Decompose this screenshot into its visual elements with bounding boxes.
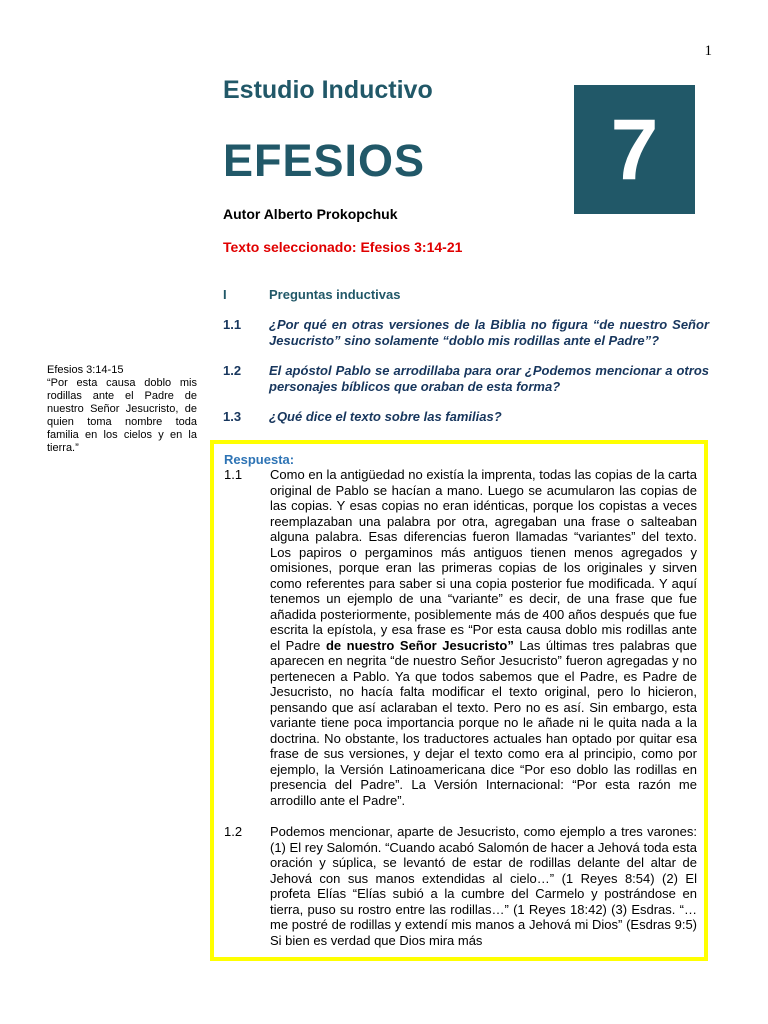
answer-number: 1.2 — [224, 824, 243, 839]
margin-note-reference: Efesios 3:14-15 — [47, 364, 124, 376]
author-line: Autor Alberto Prokopchuk — [223, 206, 398, 222]
answer-text: Podemos mencionar, aparte de Jesucristo, como ejemplo a tres varones: (1) El rey Salomón. “Cuando acabó Salomón de hacer a Jehová toda esta oración y súplica, se levantó de estar de rodillas delante del altar de Jehová con sus manos extendidas al cielo…” (1 Reyes 8:54) (2) El profeta Elías “Elías subió a la cumbre del Carmelo y postrándose en tierra, puso su rostro entre las rodillas…” (1 Reyes 18:42) (3) Esdras. “…me postré de rodillas y extendí mis manos a Jehová mi Dios” (Esdras 9:5) Si bien es verdad que Dios mira más — [270, 824, 697, 948]
answer-text-part: Como en la antigüedad no existía la imprenta, todas las copias de la carta original de Pablo se hacían a mano. Luego se acumularon las copias de las copias. Y esas copias no eran idénticas, porque los copistas a veces reemplazaban una palabra por otra, agregaban una frase o salteaban alguna palabra. Esas diferencias fueron llamadas “variantes” del texto. Los papiros o pergaminos más antiguos tienen menos agregados y omisiones, porque eran las primeras copias de los originales y sirven como referentes para saber si una copia posterior fue modificada. Y aquí tenemos un ejemplo de una “variante” es decir, de una frase que fue añadida posteriormente, posiblemente más de 400 años después que fue escrita la epístola, y esa frase es “Por esta causa doblo mis rodillas ante el Padre — [270, 467, 697, 653]
document-subtitle: Estudio Inductivo — [223, 76, 433, 104]
study-number-badge — [574, 85, 695, 214]
answer-number: 1.1 — [224, 467, 243, 482]
study-number: 7 — [610, 101, 659, 198]
question-item — [223, 317, 709, 349]
page-number: 1 — [704, 43, 712, 59]
question-number: 1.2 — [223, 363, 242, 378]
question-text: ¿Qué dice el texto sobre las familias? — [269, 409, 502, 424]
question-text: ¿Por qué en otras versiones de la Biblia no figura “de nuestro Señor Jesucristo” sino solamente “doblo mis rodillas ante el Padre”? — [269, 317, 709, 348]
answer-item — [224, 467, 697, 808]
answer-item — [224, 824, 697, 948]
selected-text-reference: Texto seleccionado: Efesios 3:14-21 — [223, 239, 463, 255]
answer-text — [270, 467, 697, 808]
document-title: EFESIOS — [223, 135, 426, 186]
answer-box — [210, 440, 708, 961]
question-number: 1.1 — [223, 317, 242, 332]
answer-text-bold: de nuestro Señor Jesucristo” — [325, 637, 514, 653]
answer-label: Respuesta: — [224, 452, 295, 467]
question-number: 1.3 — [223, 409, 242, 424]
margin-note — [47, 364, 197, 455]
question-item — [223, 363, 709, 395]
section-number: I — [223, 287, 227, 302]
answer-text-part: Las últimas tres palabras que aparecen en negrita “de nuestro Señor Jesucristo” fueron agregadas y no pertenecen a Pablo. Ya que todos sabemos que el Padre, es Padre de Jesucristo, no hacía falta modificar el texto original, pero lo hicieron, pensando que así aclaraban el texto. Pero no es así. Sin embargo, esta variante tiene poca importancia porque no le añade ni le quita nada a la doctrina. No obstante, los traductores actuales han optado por quitar esa frase de sus versiones, y dejar el texto como era al principio, como por ejemplo, la Versión Latinoamericana dice “Por eso doblo las rodillas en presencia del Padre”. La Versión Internacional: “Por esta razón me arrodillo ante el Padre”. — [270, 637, 697, 808]
section-title: Preguntas inductivas — [269, 287, 401, 302]
question-item — [223, 409, 709, 425]
question-text: El apóstol Pablo se arrodillaba para orar ¿Podemos mencionar a otros personajes bíblicos que oraban de esta forma? — [269, 363, 709, 394]
margin-note-text: “Por esta causa doblo mis rodillas ante el Padre de nuestro Señor Jesucristo, de quien toma nombre toda familia en los cielos y en la tierra.” — [47, 377, 197, 454]
